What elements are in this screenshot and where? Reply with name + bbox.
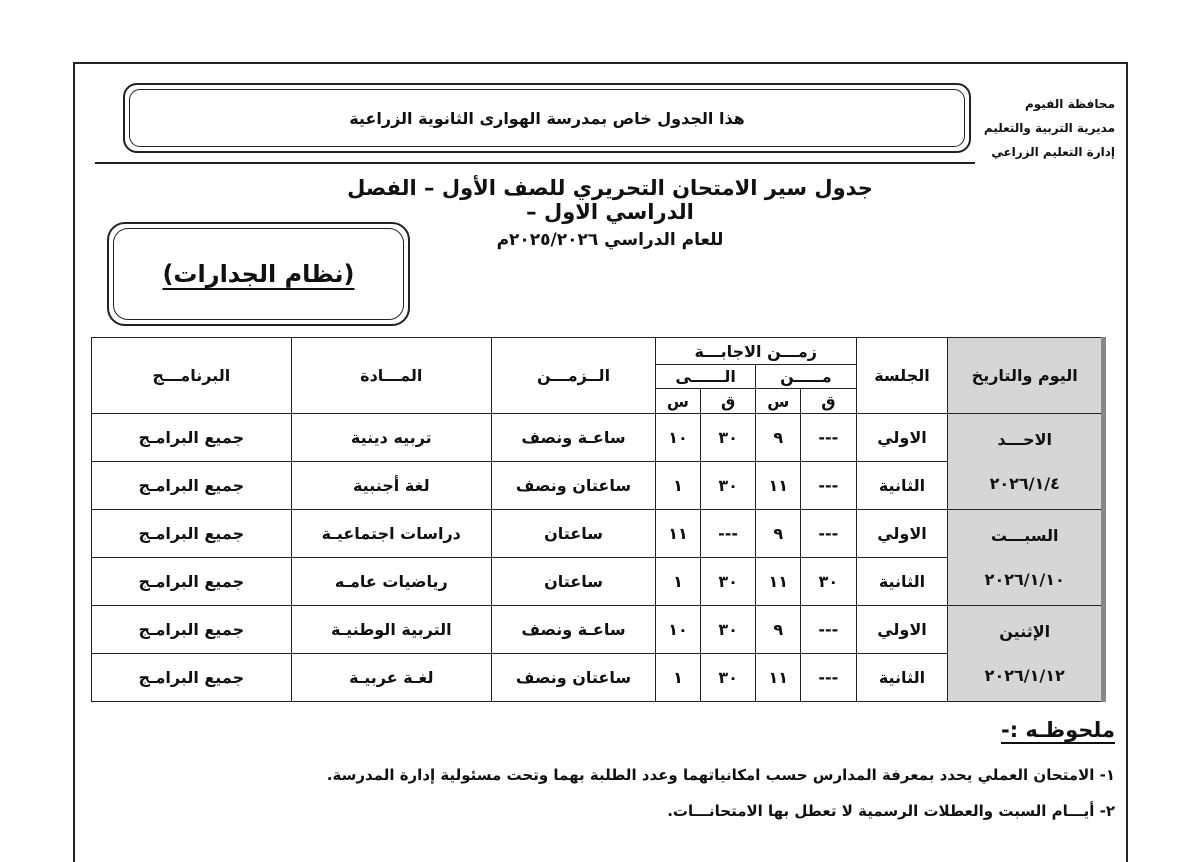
- to-hour-cell: ١٠: [655, 414, 700, 462]
- program-cell: جميع البرامـج: [92, 510, 292, 558]
- day-name: السبـــت: [990, 525, 1059, 545]
- to-minute-cell: ٣٠: [700, 558, 755, 606]
- program-cell: جميع البرامـج: [92, 606, 292, 654]
- from-hour-cell: ١١: [756, 558, 801, 606]
- to-hour-cell: ١: [655, 654, 700, 702]
- header-divider: [95, 162, 975, 164]
- to-hour-cell: ١٠: [655, 606, 700, 654]
- header-subject: المـــادة: [291, 338, 492, 414]
- table-row: [92, 606, 1104, 654]
- from-minute-cell: ---: [801, 654, 856, 702]
- header-to-hour: س: [655, 389, 700, 414]
- from-hour-cell: ٩: [756, 414, 801, 462]
- table-row: [92, 510, 1104, 558]
- header-to-minute: ق: [700, 389, 755, 414]
- subject-cell: رياضيات عامـه: [291, 558, 492, 606]
- exam-schedule-table: [91, 337, 1106, 702]
- from-minute-cell: ---: [801, 606, 856, 654]
- from-hour-cell: ١١: [756, 654, 801, 702]
- administration-line: إدارة التعليم الزراعي: [991, 145, 1115, 159]
- from-hour-cell: ٩: [756, 510, 801, 558]
- header-to: الــــــى: [655, 365, 755, 389]
- session-cell: الثانية: [856, 462, 948, 510]
- subject-cell: لغـة عربيـة: [291, 654, 492, 702]
- academic-year: للعام الدراسي ٢٠٢٥/٢٠٢٦م: [496, 230, 724, 250]
- day-date: ٢٠٢٦/١/١٠: [984, 569, 1065, 589]
- from-minute-cell: ---: [801, 462, 856, 510]
- from-minute-cell: ---: [801, 414, 856, 462]
- from-hour-cell: ٩: [756, 606, 801, 654]
- header-answer-time: زمـــن الاجابـــة: [655, 338, 856, 365]
- session-cell: الثانية: [856, 558, 948, 606]
- header-from-minute: ق: [801, 389, 856, 414]
- subject-cell: التربية الوطنيـة: [291, 606, 492, 654]
- header-from: مـــــن: [756, 365, 856, 389]
- table-row: [92, 414, 1104, 462]
- system-label: (نظام الجدارات): [162, 260, 355, 288]
- duration-cell: ساعتان ونصف: [492, 654, 656, 702]
- to-minute-cell: ٣٠: [700, 462, 755, 510]
- session-cell: الاولي: [856, 510, 948, 558]
- duration-cell: ساعتان ونصف: [492, 462, 656, 510]
- note-item-2: ٢- أيـــام السبت والعطلات الرسمية لا تعطل بها الامتحانـــات.: [667, 802, 1115, 820]
- directorate-line: مديرية التربية والتعليم: [983, 121, 1115, 135]
- day-date: ٢٠٢٦/١/٤: [989, 473, 1060, 493]
- from-minute-cell: ---: [801, 510, 856, 558]
- subject-cell: تربيه دينية: [291, 414, 492, 462]
- to-hour-cell: ١: [655, 462, 700, 510]
- ministry-header: [975, 92, 1115, 164]
- day-cell: [948, 510, 1104, 606]
- day-name: الاحـــد: [997, 429, 1052, 449]
- system-box: [107, 222, 410, 326]
- notes-title: ملحوظـه :-: [1001, 718, 1115, 742]
- governorate-line: محافظة الفيوم: [1024, 97, 1115, 111]
- to-hour-cell: ١١: [655, 510, 700, 558]
- day-name: الإثنين: [999, 621, 1051, 641]
- day-date: ٢٠٢٦/١/١٢: [984, 665, 1065, 685]
- day-cell: [948, 606, 1104, 702]
- note-item-1: ١- الامتحان العملي يحدد بمعرفة المدارس حسب امكانياتهما وعدد الطلبة بهما وتحت مسئولية إدارة المدرسة.: [326, 766, 1115, 784]
- session-cell: الثانية: [856, 654, 948, 702]
- to-minute-cell: ٣٠: [700, 606, 755, 654]
- school-note: هذا الجدول خاص بمدرسة الهوارى الثانوية الزراعية: [129, 89, 965, 147]
- header-duration: الــزمـــن: [492, 338, 656, 414]
- program-cell: جميع البرامـج: [92, 558, 292, 606]
- to-minute-cell: ---: [700, 510, 755, 558]
- day-cell: [948, 414, 1104, 510]
- duration-cell: ساعتان: [492, 558, 656, 606]
- program-cell: جميع البرامـج: [92, 462, 292, 510]
- header-session: الجلسة: [856, 338, 948, 414]
- header-program: البرنامـــج: [92, 338, 292, 414]
- program-cell: جميع البرامـج: [92, 414, 292, 462]
- subject-cell: لغة أجنبية: [291, 462, 492, 510]
- session-cell: الاولي: [856, 414, 948, 462]
- duration-cell: ساعـة ونصف: [492, 414, 656, 462]
- header-from-hour: س: [756, 389, 801, 414]
- subject-cell: دراسات اجتماعيـة: [291, 510, 492, 558]
- duration-cell: ساعتان: [492, 510, 656, 558]
- header-day-date: اليوم والتاريخ: [948, 338, 1104, 414]
- school-note-box: [123, 83, 971, 153]
- program-cell: جميع البرامـج: [92, 654, 292, 702]
- from-minute-cell: ٣٠: [801, 558, 856, 606]
- to-minute-cell: ٣٠: [700, 654, 755, 702]
- duration-cell: ساعـة ونصف: [492, 606, 656, 654]
- to-minute-cell: ٣٠: [700, 414, 755, 462]
- page-title: جدول سير الامتحان التحريري للصف الأول – الفصل الدراسي الاول –: [347, 176, 873, 224]
- to-hour-cell: ١: [655, 558, 700, 606]
- session-cell: الاولي: [856, 606, 948, 654]
- from-hour-cell: ١١: [756, 462, 801, 510]
